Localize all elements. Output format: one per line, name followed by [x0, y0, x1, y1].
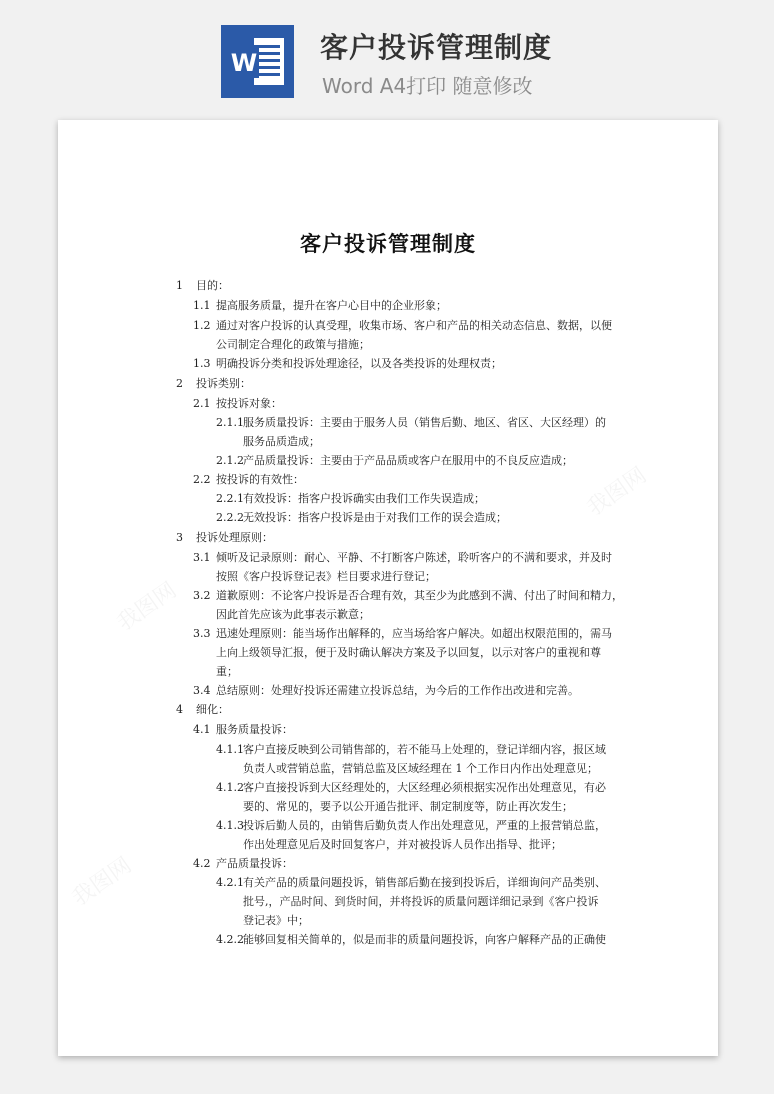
- document-line: [58, 662, 718, 682]
- section-text: 明确投诉分类和投诉处理途径，以及各类投诉的处理权责；: [216, 357, 502, 370]
- document-line: [58, 624, 718, 644]
- section-text: 投诉后勤人员的，由销售后勤负责人作出处理意见，严重的上报营销总监，: [243, 819, 606, 832]
- document-line: [58, 567, 718, 587]
- section-number: 4.1.2: [216, 781, 244, 794]
- section-number: 2.2: [193, 473, 211, 486]
- document-line: [58, 643, 718, 663]
- section-text: 迅速处理原则：能当场作出解释的，应当场给客户解决。如超出权限范围的，需马: [216, 627, 612, 640]
- document-line: [58, 778, 718, 798]
- word-document-icon: [221, 25, 294, 98]
- document-line: [58, 835, 718, 855]
- section-text: 能够回复相关简单的，似是而非的质量问题投诉，向客户解释产品的正确使: [243, 933, 606, 946]
- document-line: [58, 489, 718, 509]
- section-text: 总结原则：处理好投诉还需建立投诉总结，为今后的工作作出改进和完善。: [216, 684, 579, 697]
- section-text: 要的、常见的，要予以公开通告批评、制定制度等，防止再次发生；: [243, 800, 573, 813]
- section-text: 有效投诉：指客户投诉确实由我们工作失误造成；: [243, 492, 485, 505]
- section-text: 上向上级领导汇报，便于及时确认解决方案及予以回复，以示对客户的重视和尊: [216, 646, 601, 659]
- section-number: 3.1: [193, 551, 211, 564]
- section-number: 1.2: [193, 319, 211, 332]
- document-line: [58, 413, 718, 433]
- section-text: 公司制定合理化的政策与措施；: [216, 338, 370, 351]
- section-text: 产品质量投诉：主要由于产品品质或客户在服用中的不良反应造成；: [243, 454, 573, 467]
- document-line: [58, 930, 718, 950]
- section-text: 按投诉对象：: [216, 397, 282, 410]
- section-text: 通过对客户投诉的认真受理，收集市场、客户和产品的相关动态信息、数据，以便: [216, 319, 612, 332]
- section-text: 客户直接投诉到大区经理处的，大区经理必须根据实况作出处理意见，有必: [243, 781, 606, 794]
- section-text: 投诉类别：: [196, 377, 251, 390]
- document-line: [58, 873, 718, 893]
- section-number: 4.2.1: [216, 876, 244, 889]
- icon-letter: W: [230, 49, 258, 77]
- section-text: 批号,，产品时间、到货时间，并将投诉的质量问题详细记录到《客户投诉: [243, 895, 599, 908]
- section-number: 4.1.1: [216, 743, 244, 756]
- section-number: 2: [176, 377, 183, 390]
- banner-title: 客户投诉管理制度: [320, 31, 553, 64]
- section-number: 4: [176, 703, 183, 716]
- section-text: 客户直接反映到公司销售部的，若不能马上处理的，登记详细内容，报区域: [243, 743, 606, 756]
- section-text: 有关产品的质量问题投诉，销售部后勤在接到投诉后，详细询问产品类别、: [243, 876, 606, 889]
- section-number: 3.2: [193, 589, 211, 602]
- section-number: 2.1.2: [216, 454, 244, 467]
- section-text: 倾听及记录原则：耐心、平静、不打断客户陈述，聆听客户的不满和要求，并及时: [216, 551, 612, 564]
- document-line: [58, 276, 718, 296]
- document-line: [58, 335, 718, 355]
- section-number: 4.2.2: [216, 933, 244, 946]
- section-text: 因此首先应该为此事表示歉意；: [216, 608, 370, 621]
- document-line: [58, 816, 718, 836]
- section-number: 1: [176, 279, 183, 292]
- section-number: 2.1.1: [216, 416, 244, 429]
- section-number: 4.1: [193, 723, 211, 736]
- section-number: 3: [176, 531, 183, 544]
- document-line: [58, 451, 718, 471]
- document-line: [58, 394, 718, 414]
- document-line: [58, 470, 718, 490]
- section-text: 产品质量投诉：: [216, 857, 293, 870]
- section-text: 负责人或营销总监，营销总监及区域经理在 1 个工作日内作出处理意见；: [243, 762, 598, 775]
- document-line: [58, 854, 718, 874]
- document-line: [58, 681, 718, 701]
- section-text: 细化：: [196, 703, 229, 716]
- section-text: 服务质量投诉：: [216, 723, 293, 736]
- section-number: 2.1: [193, 397, 211, 410]
- section-text: 重；: [216, 665, 238, 678]
- document-line: [58, 892, 718, 912]
- section-number: 3.3: [193, 627, 211, 640]
- document-line: [58, 720, 718, 740]
- document-line: [58, 586, 718, 606]
- document-line: [58, 296, 718, 316]
- section-number: 2.2.2: [216, 511, 244, 524]
- document-line: [58, 759, 718, 779]
- document-line: [58, 528, 718, 548]
- document-title: 客户投诉管理制度: [300, 232, 476, 256]
- document-line: [58, 911, 718, 931]
- document-line: [58, 700, 718, 720]
- document-line: [58, 374, 718, 394]
- section-text: 作出处理意见后及时回复客户，并对被投诉人员作出指导、批评；: [243, 838, 562, 851]
- document-line: [58, 797, 718, 817]
- section-number: 4.2: [193, 857, 211, 870]
- section-text: 提高服务质量，提升在客户心目中的企业形象；: [216, 299, 447, 312]
- section-number: 1.3: [193, 357, 211, 370]
- document-line: [58, 740, 718, 760]
- section-text: 登记表》中；: [243, 914, 309, 927]
- document-line: [58, 432, 718, 452]
- document-line: [58, 354, 718, 374]
- section-text: 服务品质造成；: [243, 435, 320, 448]
- section-text: 无效投诉：指客户投诉是由于对我们工作的误会造成；: [243, 511, 507, 524]
- section-text: 目的：: [196, 279, 229, 292]
- section-text: 道歉原则：不论客户投诉是否合理有效，其至少为此感到不满、付出了时间和精力，: [216, 589, 623, 602]
- document-page: [58, 120, 718, 1056]
- header-banner: [0, 0, 774, 112]
- section-text: 投诉处理原则：: [196, 531, 273, 544]
- section-text: 按投诉的有效性：: [216, 473, 304, 486]
- section-text: 按照《客户投诉登记表》栏目要求进行登记；: [216, 570, 436, 583]
- section-number: 2.2.1: [216, 492, 244, 505]
- section-number: 1.1: [193, 299, 211, 312]
- document-line: [58, 605, 718, 625]
- section-text: 服务质量投诉：主要由于服务人员（销售后勤、地区、省区、大区经理）的: [243, 416, 606, 429]
- document-line: [58, 316, 718, 336]
- section-number: 4.1.3: [216, 819, 244, 832]
- banner-subtitle: Word A4打印 随意修改: [322, 74, 533, 98]
- document-line: [58, 548, 718, 568]
- document-line: [58, 508, 718, 528]
- section-number: 3.4: [193, 684, 211, 697]
